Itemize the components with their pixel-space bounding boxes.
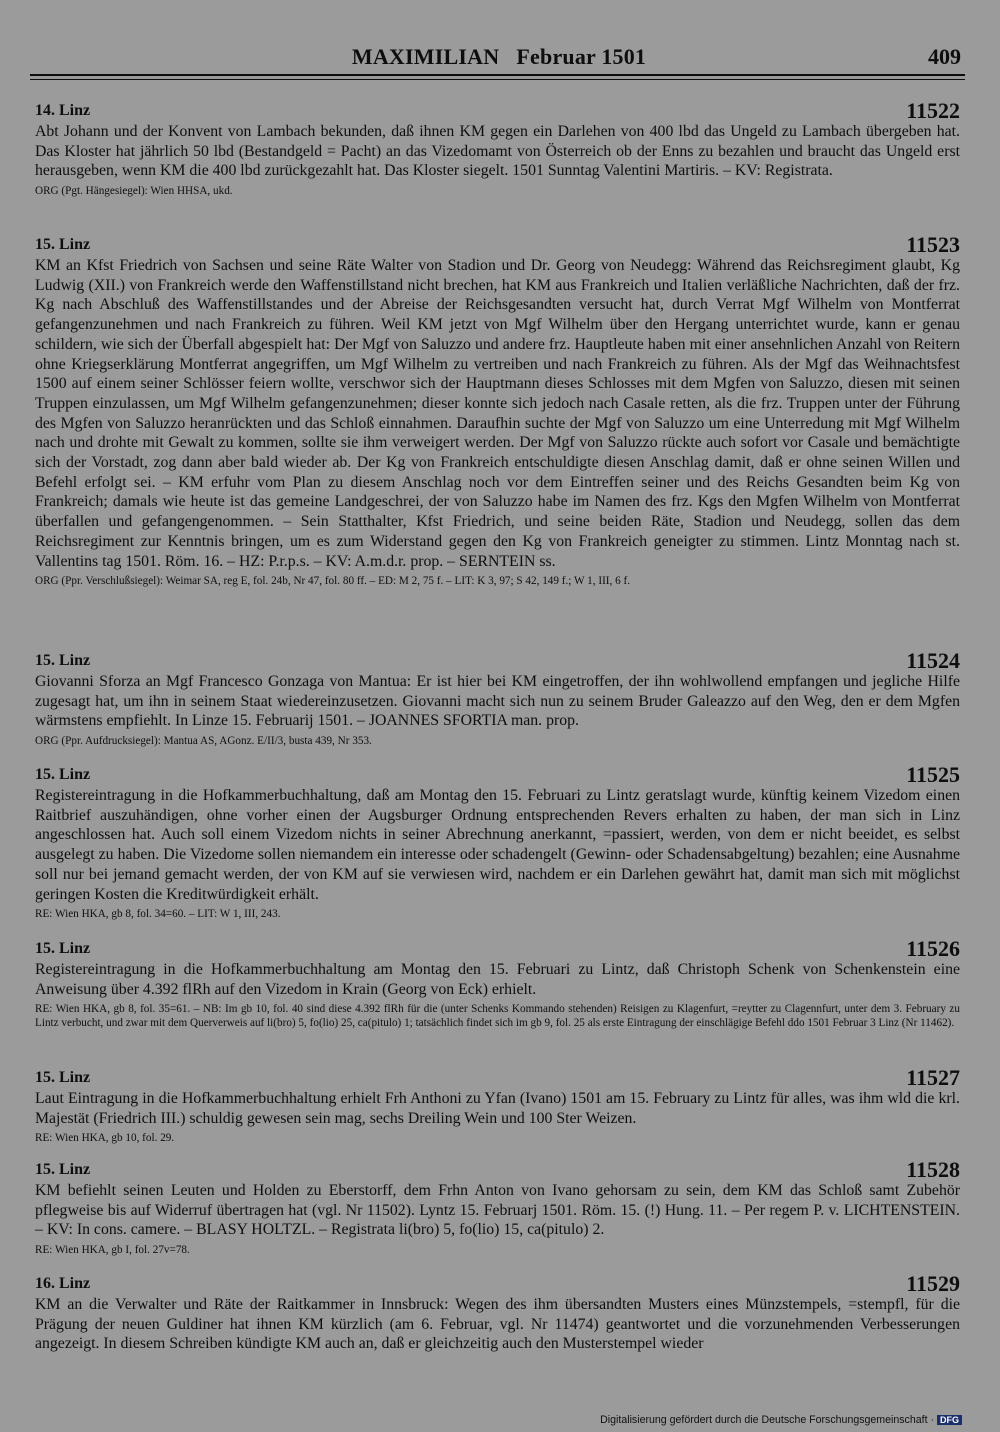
entry-date: 15. Linz [35,940,91,957]
entry-number: 11528 [906,1157,960,1182]
entry-number: 11525 [906,762,960,787]
entry-date: 15. Linz [35,652,91,669]
entry-source: RE: Wien HKA, gb 8, fol. 35=61. – NB: Im gb 10, fol. 40 sind diese 4.392 flRh für die (unter Schenks Kommando stehenden) Reisigen zu Klagenfurt, =reytter zu Clagennfurt, unter dem 3. February zu Lintz verbucht, und zwar mit dem Querverweis auf li(bro) 5, fo(lio) 25, ca(pitulo) 1; tatsächlich findet sich im gb 9, fol. 25 als erste Eintragung der einschlägige Befehl ddo 1501 Februar 3 Linz (Nr 11462). [35,1003,960,1029]
entry-source: ORG (Ppr. Verschlußsiegel): Weimar SA, reg E, fol. 24b, Nr 47, fol. 80 ff. – ED: M 2, 75 f. – LIT: K 3, 97; S 42, 149 f.; W 1, III, 6 f. [35,575,631,588]
regest-entry [35,98,960,199]
entry-number: 11523 [906,232,960,257]
entry-text: Laut Eintragung in die Hofkammerbuchhaltung erhielt Frh Anthoni zu Yfan (Ivano) 1501 am 15. February zu Lintz für alles, was ihm wld die krl. Majestät (Friedrich III.) schuldig gewesen sein mag, sechs Dreiling Wein und 100 Ster Weizen. [35,1090,960,1127]
regest-entry [35,648,960,749]
header-rule [30,74,965,76]
entry-text: Registereintragung in die Hofkammerbuchhaltung am Montag den 15. Februari zu Lintz, daß Christoph Schenk von Schenkenstein eine Anweisung über 4.392 flRh auf den Vizedom in Krain (Georg von Eck) erhielt. [35,961,960,998]
regest-entry [35,762,960,922]
regest-entry [35,1065,960,1146]
entry-text: KM an die Verwalter und Räte der Raitkammer in Innsbruck: Wegen des ihm übersandten Musters eines Münzstempels, =stempfl, für die Prägung der neuen Guldiner hat ihnen KM kürzlich (am 6. Februar, vgl. Nr 11474) geantwortet und die vorzunehmenden Verbesserungen angezeigt. In diesem Schreiben kündigte KM auch an, daß er gleichzeitig auch den Musterstempel wieder [35,1296,960,1353]
entry-number: 11527 [906,1065,960,1090]
page-number: 409 [928,44,961,69]
entry-text: Giovanni Sforza an Mgf Francesco Gonzaga von Mantua: Er ist hier bei KM eingetroffen, der ihn wohlwollend empfangen und jegliche Hilfe zugesagt hat, um ihn in seinem Staat wiedereinzusetzen. Giovanni macht sich nun zu seinem Bruder Galeazzo auf den Weg, den er dem Mgfen wärmstens empfiehlt. In Linze 15. Februarij 1501. – JOANNES SFORTIA man. prop. [35,673,960,730]
entry-number: 11522 [906,98,960,123]
digitization-credit [600,1414,962,1426]
entry-date: 15. Linz [35,236,91,253]
entry-text: Abt Johann und der Konvent von Lambach bekunden, daß ihnen KM gegen ein Darlehen von 400 lbd das Ungeld zu Lambach übergeben hat. Das Kloster hat jährlich 50 lbd (Bestandgeld = Pacht) an das Vizedomamt von Österreich ob der Enns zu bezahlen und braucht das Ungeld erst herausgeben, wenn KM die 400 lbd zurückgezahlt hat. Das Kloster siegelt. 1501 Sunntag Valentini Martiris. – KV: Registrata. [35,123,960,180]
entry-date: 16. Linz [35,1275,91,1292]
entry-source: ORG (Pgt. Hängesiegel): Wien HHSA, ukd. [35,185,233,198]
entry-text: KM an Kfst Friedrich von Sachsen und seine Räte Walter von Stadion und Dr. Georg von Neudegg: Während das Reichsregiment glaubt, Kg Ludwig (XII.) von Frankreich werde den Waffenstillstand nicht brechen, hat KM aus Frankreich und Italien verläßliche Nachrichten, daß der frz. Kg nach Abschluß des Waffenstillstandes und der Abreise der Reichsgesandten versucht hat, durch Verrat Mgf Wilhelm von Montferrat gefangenzunehmen und nach Frankreich zu führen. Weil KM jetzt von Mgf Wilhelm über den Hergang unterrichtet wurde, kann er genau schildern, wie sich der Überfall abgespielt hat: Der Mgf von Saluzzo und andere frz. Hauptleute haben mit einer ansehnlichen Anzahl von Reitern ohne Kriegserklärung Montferrat angegriffen, um Mgf Wilhelm zu vertreiben und nach Frankreich zu führen. Als der Mgf das Weihnachtsfest 1500 auf einem seiner Schlösser feiern wollte, verschwor sich der Hauptmann dieses Schlosses mit dem Mgfen von Saluzzo, diesen mit seinen Truppen einzulassen, um Mgf Wilhelm gefangenzunehmen; dieser konnte sich jedoch nach Casale retten, als die frz. Truppen unter der Führung des Mgfen von Saluzzo heranrückten und das Schloß einnahmen. Daraufhin suchte der Mgf von Saluzzo um eine Unterredung mit Mgf Wilhelm nach und drohte mit Gewalt zu kommen, sollte sie ihm verweigert werden. Der Mgf von Saluzzo rückte auch sofort vor Casale und bemächtigte sich der Vorstadt, zog dann aber bald wieder ab. Der Kg von Frankreich entschuldigte diesen Anschlag damit, daß er ohne seinen Willen und Befehl erfolgt sei. – KM erfuhr vom Plan zu diesem Anschlag noch vor dem Eintreffen seiner und des Reichs Gesandten beim Kg von Frankreich; damals wie heute ist das gemeine Landgeschrei, der von Saluzzo habe im Namen des frz. Kgs den Mgfen Wilhelm von Montferrat überfallen und gefangengenommen. – Sein Statthalter, Kfst Friedrich, und seine beiden Räte, Stadion und Neudegg, sollen das dem Reichsregiment zur Kenntnis bringen, um es zum Widerstand gegen den Kg von Frankreich geneigter zu stimmen. Lintz Monntag nach st. Vallentins tag 1501. Röm. 16. – HZ: P.r.p.s. – KV: A.m.d.r. prop. – SERNTEIN ss. [35,257,960,570]
regest-entry [35,1271,960,1354]
running-title: MAXIMILIAN Februar 1501 [351,44,647,69]
entry-text: Registereintragung in die Hofkammerbuchhaltung, daß am Montag den 15. Februari zu Lintz geratslagt wurde, künftig keinem Vizedom einen Raitbrief auszuhändigen, ohne vorher einen der Augsburger Ordnung entsprechenden Revers erhalten zu haben, der man sich in Linz angeschlossen hat. Auch soll einem Vizedom nichts in seiner Abrechnung anerkannt, =passiert, werden, von dem er nicht beeidet, es selbst ausgelegt zu haben. Die Vizedome sollen niemandem ein interesse oder schadengelt (Gewinn- oder Schadensabgeltung) bezahlen; eine Ausnahme soll nur bei jemand gemacht werden, der von KM auf sie verwiesen wird, nachdem er ein Darlehen gewährt hat, damit man sich mit möglichst geringen Kosten die Kreditwürdigkeit erhält. [35,787,960,903]
regest-entry [35,936,960,1031]
entry-number: 11524 [906,648,960,673]
credit-text: Digitalisierung gefördert durch die Deutsche Forschungsgemeinschaft · [600,1414,934,1426]
entry-date: 14. Linz [35,102,91,119]
regest-entry [35,1157,960,1258]
header-rule-thin [30,79,965,80]
regest-entry [35,232,960,589]
entry-number: 11529 [906,1271,960,1296]
entry-date: 15. Linz [35,1161,91,1178]
entry-date: 15. Linz [35,1069,91,1086]
entry-source: ORG (Ppr. Aufdrucksiegel): Mantua AS, AGonz. E/II/3, busta 439, Nr 353. [35,735,372,748]
dfg-logo: DFG [937,1415,962,1425]
entry-source: RE: Wien HKA, gb 10, fol. 29. [35,1132,175,1145]
entry-date: 15. Linz [35,766,91,783]
entry-text: KM befiehlt seinen Leuten und Holden zu Eberstorff, dem Frhn Anton von Ivano gehorsam zu sein, dem KM das Schloß samt Zubehör pflegweise bis auf Widerruf übertragen hat (vgl. Nr 11502). Lyntz 15. Februarj 1501. Röm. 15. (!) Hung. 11. – Per regem P. v. LICHTENSTEIN. – KV: In cons. camere. – BLASY HOLTZL. – Registrata li(bro) 5, fo(lio) 15, ca(pitulo) 2. [35,1182,960,1239]
entry-source: RE: Wien HKA, gb 8, fol. 34=60. – LIT: W 1, III, 243. [35,908,281,921]
page-header [35,44,963,72]
entry-source: RE: Wien HKA, gb I, fol. 27v=78. [35,1244,190,1257]
entry-number: 11526 [906,936,960,961]
